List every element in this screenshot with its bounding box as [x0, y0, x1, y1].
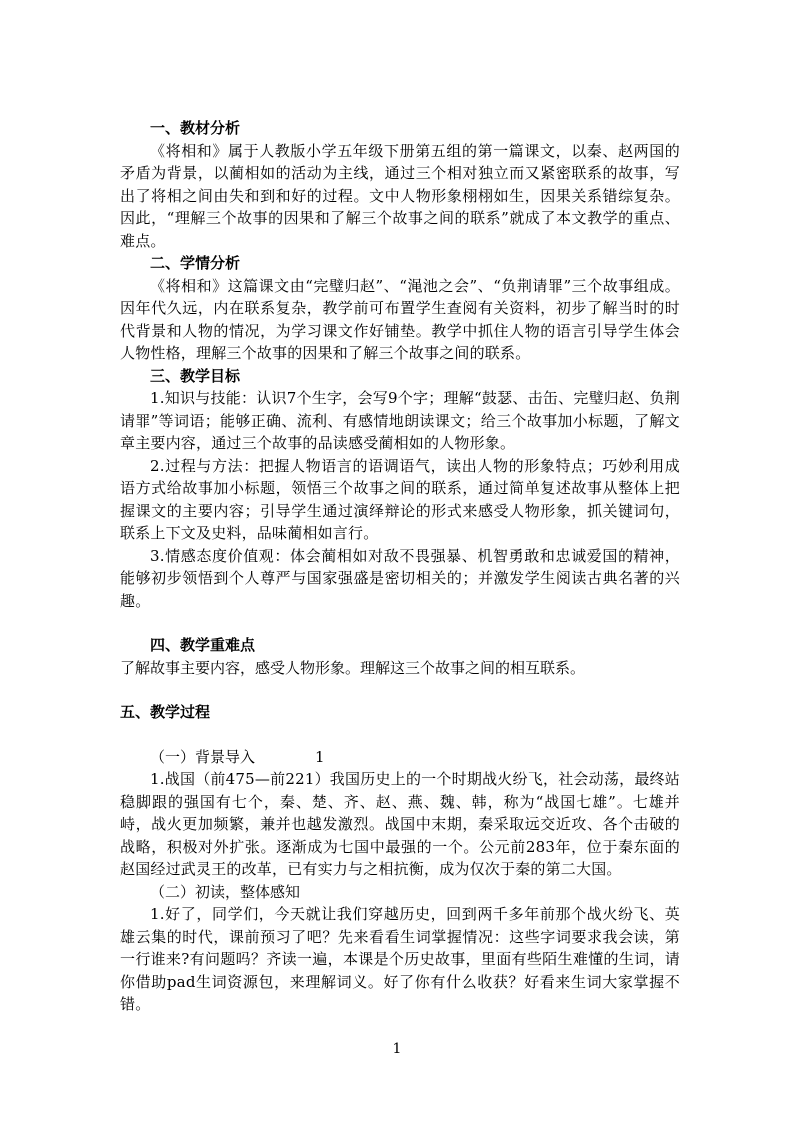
- section-3-paragraph-2: 2.过程与方法：把握人物语言的语调语气，读出人物的形象特点；巧妙利用成语方式给故事加小标题，领悟三个故事之间的联系，通过简单复述故事从整体上把握课文的主要内容；引导学生通过演绎辩论的形式来感受人物形象，抓关键词句，联系上下文及史料，品味蔺相如言行。: [120, 456, 680, 542]
- section-5-title: 五、教学过程: [120, 703, 211, 721]
- spacer: [120, 612, 680, 634]
- section-3-title: 三、教学目标: [150, 366, 241, 385]
- section-4-paragraph: 了解故事主要内容，感受人物形象。理解这三个故事之间的相互联系。: [120, 658, 586, 677]
- subsection-2-title: （二）初读，整体感知: [150, 882, 301, 901]
- subsection-1-number: 1: [315, 747, 325, 766]
- page-number: 1: [392, 1041, 402, 1057]
- subsection-1-title: [120, 746, 680, 769]
- section-1-title: 一、教材分析: [150, 119, 241, 137]
- section-3-paragraph-3: 3.情感态度价值观：体会蔺相如对敌不畏强暴、机智勇敢和忠诚爱国的精神，能够初步领悟到个人尊严与国家强盛是密切相关的；并激发学生阅读古典名著的兴趣。: [120, 546, 680, 610]
- subsection-1-label: （一）背景导入: [150, 747, 256, 766]
- section-4-title: 四、教学重难点: [150, 636, 256, 654]
- section-5-paragraph-2: 1.好了，同学们，今天就让我们穿越历史，回到两千多年前那个战火纷飞、英雄云集的时代，课前预习了吧？先来看看生词掌握情况：这些字词要求我会读，第一行谁来?有问题吗？齐读一遍，本课是个历史故事，里面有些陌生难懂的生词，请你借助pad生词资源包，来理解词义。好了你有什么收获？好看来生词大家掌握不错。: [120, 905, 680, 1013]
- spacer: [120, 724, 680, 746]
- section-3-paragraph-1: 1.知识与技能：认识7个生字，会写9个字；理解“鼓瑟、击缶、完璧归赵、负荆请罪”等词语；能够正确、流利、有感情地朗读课文；给三个故事加小标题，了解文章主要内容，通过三个故事的品读感受蔺相如的人物形象。: [120, 389, 680, 452]
- section-5-paragraph-1: 1.战国（前475—前221）我国历史上的一个时期战火纷飞，社会动荡，最终站稳脚跟的强国有七个，秦、楚、齐、赵、燕、魏、韩，称为“战国七雄”。七雄并峙，战火更加频繁，兼并也越发激烈。战国中末期，秦采取远交近攻、各个击破的战略，积极对外扩张。逐渐成为七国中最强的一个。公元前283年，位于秦东面的赵国经过武灵王的改革，已有实力与之相抗衡，成为仅次于秦的第二大国。: [120, 770, 680, 878]
- section-2-paragraph: 《将相和》这篇课文由“完璧归赵”、“渑池之会”、“负荆请罪”三个故事组成。因年代久远，内在联系复杂，教学前可布置学生查阅有关资料，初步了解当时的时代背景和人物的情况，为学习课文作好铺垫。教学中抓住人物的语言引导学生体会人物性格，理解三个故事的因果和了解三个故事之间的联系。: [120, 276, 680, 362]
- spacer: [120, 679, 680, 701]
- document-body: [120, 117, 680, 1016]
- section-1-paragraph: 《将相和》属于人教版小学五年级下册第五组的第一篇课文，以秦、赵两国的矛盾为背景，以蔺相如的活动为主线，通过三个相对独立而又紧密联系的故事，写出了将相之间由失和到和好的过程。文中人物形象栩栩如生，因果关系错综复杂。因此，“理解三个故事的因果和了解三个故事之间的联系”就成了本文教学的重点、难点。: [120, 141, 680, 250]
- section-2-title: 二、学情分析: [150, 254, 241, 272]
